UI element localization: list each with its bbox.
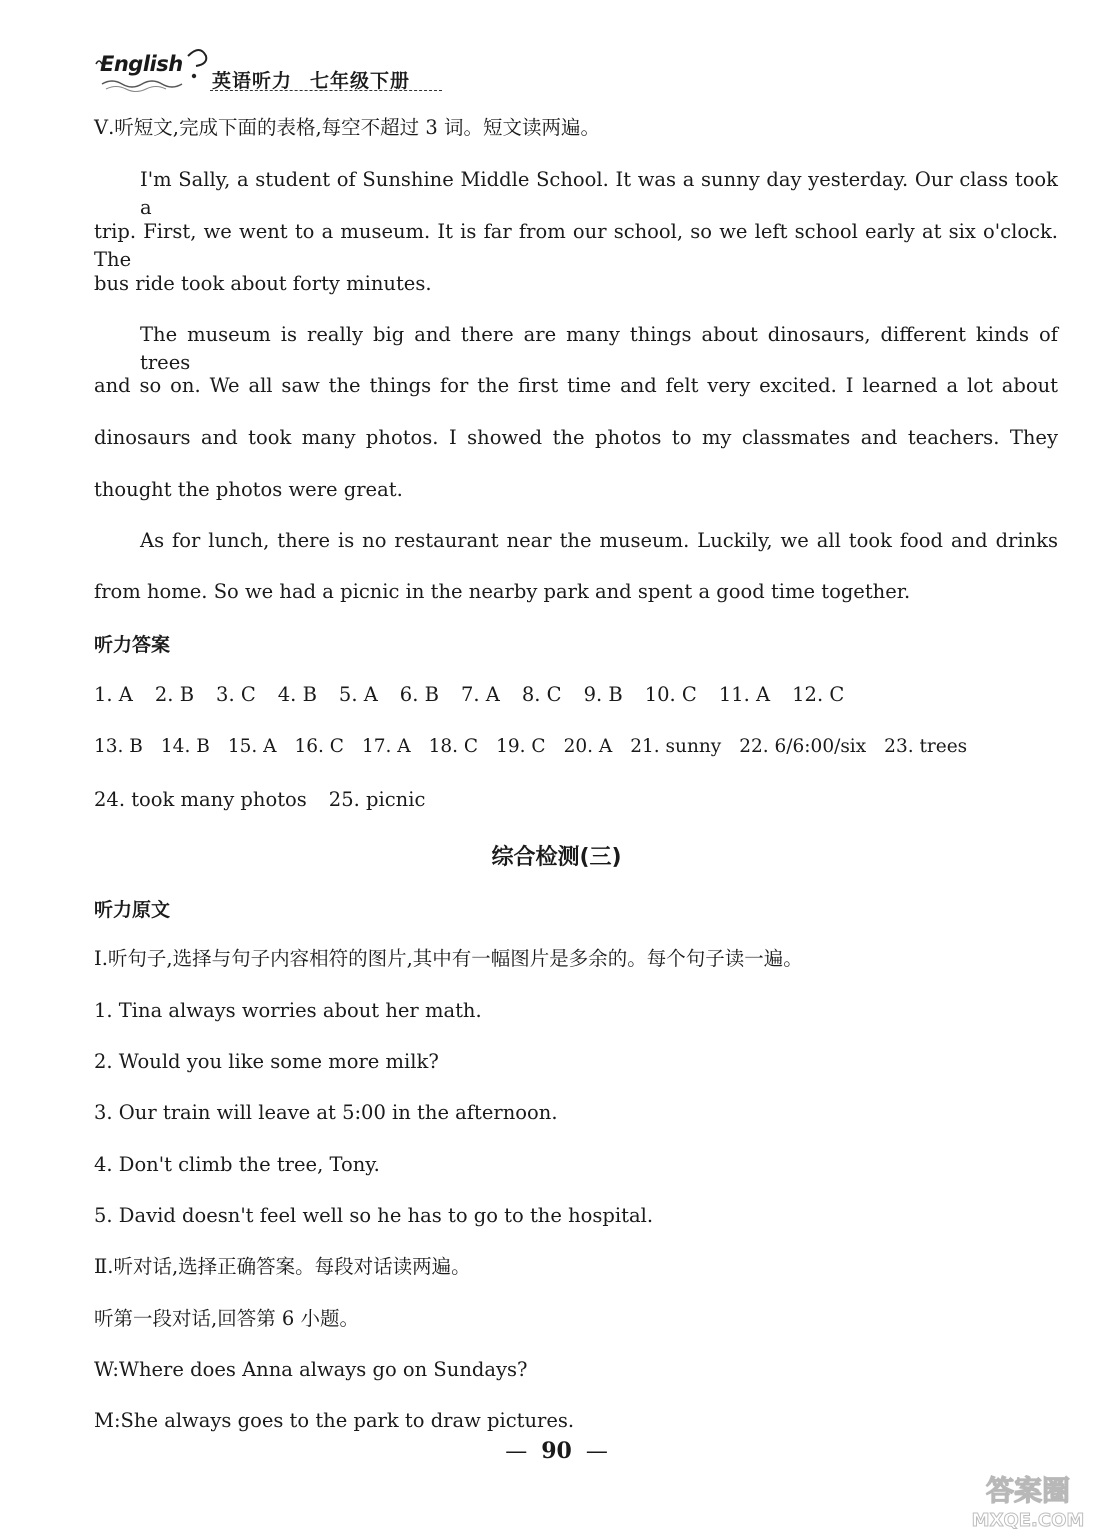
part2-instruction: Ⅱ.听对话,选择正确答案。每段对话读两遍。: [94, 1255, 471, 1278]
dialogue-intro: 听第一段对话,回答第 6 小题。: [94, 1307, 360, 1330]
passage-line: I'm Sally, a student of Sunshine Middle School. It was a sunny day yesterday. Our class took a: [140, 168, 1058, 219]
answer-item: 12. C: [792, 683, 845, 706]
answer-item: 5. A: [338, 683, 378, 706]
answer-item: 16. C: [294, 736, 344, 757]
part1-instruction: Ⅰ.听句子,选择与句子内容相符的图片,其中有一幅图片是多余的。每个句子读一遍。: [94, 947, 803, 970]
answer-item: 6. B: [399, 683, 439, 706]
answers-row-1: [94, 681, 866, 709]
section5-instruction: Ⅴ.听短文,完成下面的表格,每空不超过 3 词。短文读两遍。: [94, 116, 600, 139]
answers-heading: 听力答案: [94, 634, 171, 656]
passage-line: The museum is really big and there are many things about dinosaurs, different kinds of trees: [140, 323, 1058, 374]
answers-row-2: [94, 733, 967, 761]
answer-item: 18. C: [428, 736, 479, 757]
answer-item: 15. A: [227, 736, 277, 757]
sentence-item: 2. Would you like some more milk?: [94, 1050, 439, 1073]
book-title-text: 英语听力: [212, 70, 293, 92]
dialogue-line: W:Where does Anna always go on Sundays?: [94, 1358, 528, 1381]
page-header: [92, 46, 442, 94]
watermark-line2: MXQE.COM: [971, 1510, 1085, 1531]
answer-item: 4. B: [277, 683, 317, 706]
page-number: 90: [541, 1438, 572, 1464]
answers-row-3: [94, 786, 447, 814]
sentence-item: 3. Our train will leave at 5:00 in the afternoon.: [94, 1101, 558, 1124]
page-footer: — 90 —: [505, 1438, 608, 1464]
answer-item: 2. B: [154, 683, 195, 706]
passage-line: trip. First, we went to a museum. It is far from our school, so we left school early at six o'clock. The: [94, 220, 1058, 271]
watermark-line1: 答案圈: [985, 1474, 1071, 1507]
answer-item: 22. 6/6:00/six: [739, 736, 867, 757]
answer-item: 10. C: [644, 683, 697, 706]
answer-item: 7. A: [460, 683, 500, 706]
answer-item: 13. B: [94, 736, 143, 757]
logo-text: English: [100, 52, 183, 76]
watermark-logo-icon: [948, 1470, 1108, 1532]
transcript-heading: 听力原文: [94, 899, 171, 921]
answer-item: 9. B: [583, 683, 623, 706]
sentence-item: 1. Tina always worries about her math.: [94, 999, 482, 1022]
answer-item: 19. C: [496, 736, 546, 757]
sentence-item: 4. Don't climb the tree, Tony.: [94, 1153, 380, 1176]
passage-line: thought the photos were great.: [94, 478, 403, 501]
answer-item: 3. C: [216, 683, 256, 706]
grade-label: 七年级下册: [310, 70, 411, 92]
book-title: [212, 66, 410, 93]
answer-item: 14. B: [160, 736, 210, 757]
answer-item: 20. A: [563, 736, 613, 757]
passage-line: As for lunch, there is no restaurant near the museum. Luckily, we all took food and drinks: [140, 529, 1058, 552]
section-title: 综合检测(三): [491, 845, 622, 870]
passage-line: dinosaurs and took many photos. I showed the photos to my classmates and teachers. They: [94, 426, 1058, 449]
answer-item: 23. trees: [884, 736, 968, 757]
answer-item: 11. A: [718, 683, 771, 706]
answer-item: 1. A: [94, 683, 133, 706]
answer-item: 24. took many photos: [94, 788, 307, 811]
passage-line: from home. So we had a picnic in the nearby park and spent a good time together.: [94, 580, 911, 603]
answer-item: 21. sunny: [630, 736, 722, 757]
passage-line: bus ride took about forty minutes.: [94, 272, 432, 295]
answer-item: 17. A: [361, 736, 411, 757]
answer-item: 25. picnic: [328, 788, 426, 811]
sentence-item: 5. David doesn't feel well so he has to go to the hospital.: [94, 1204, 654, 1227]
passage-line: and so on. We all saw the things for the first time and felt very excited. I learned a lot about: [94, 374, 1058, 397]
header-divider: [210, 90, 442, 91]
dialogue-line: M:She always goes to the park to draw pictures.: [94, 1409, 575, 1432]
answer-item: 8. C: [521, 683, 562, 706]
